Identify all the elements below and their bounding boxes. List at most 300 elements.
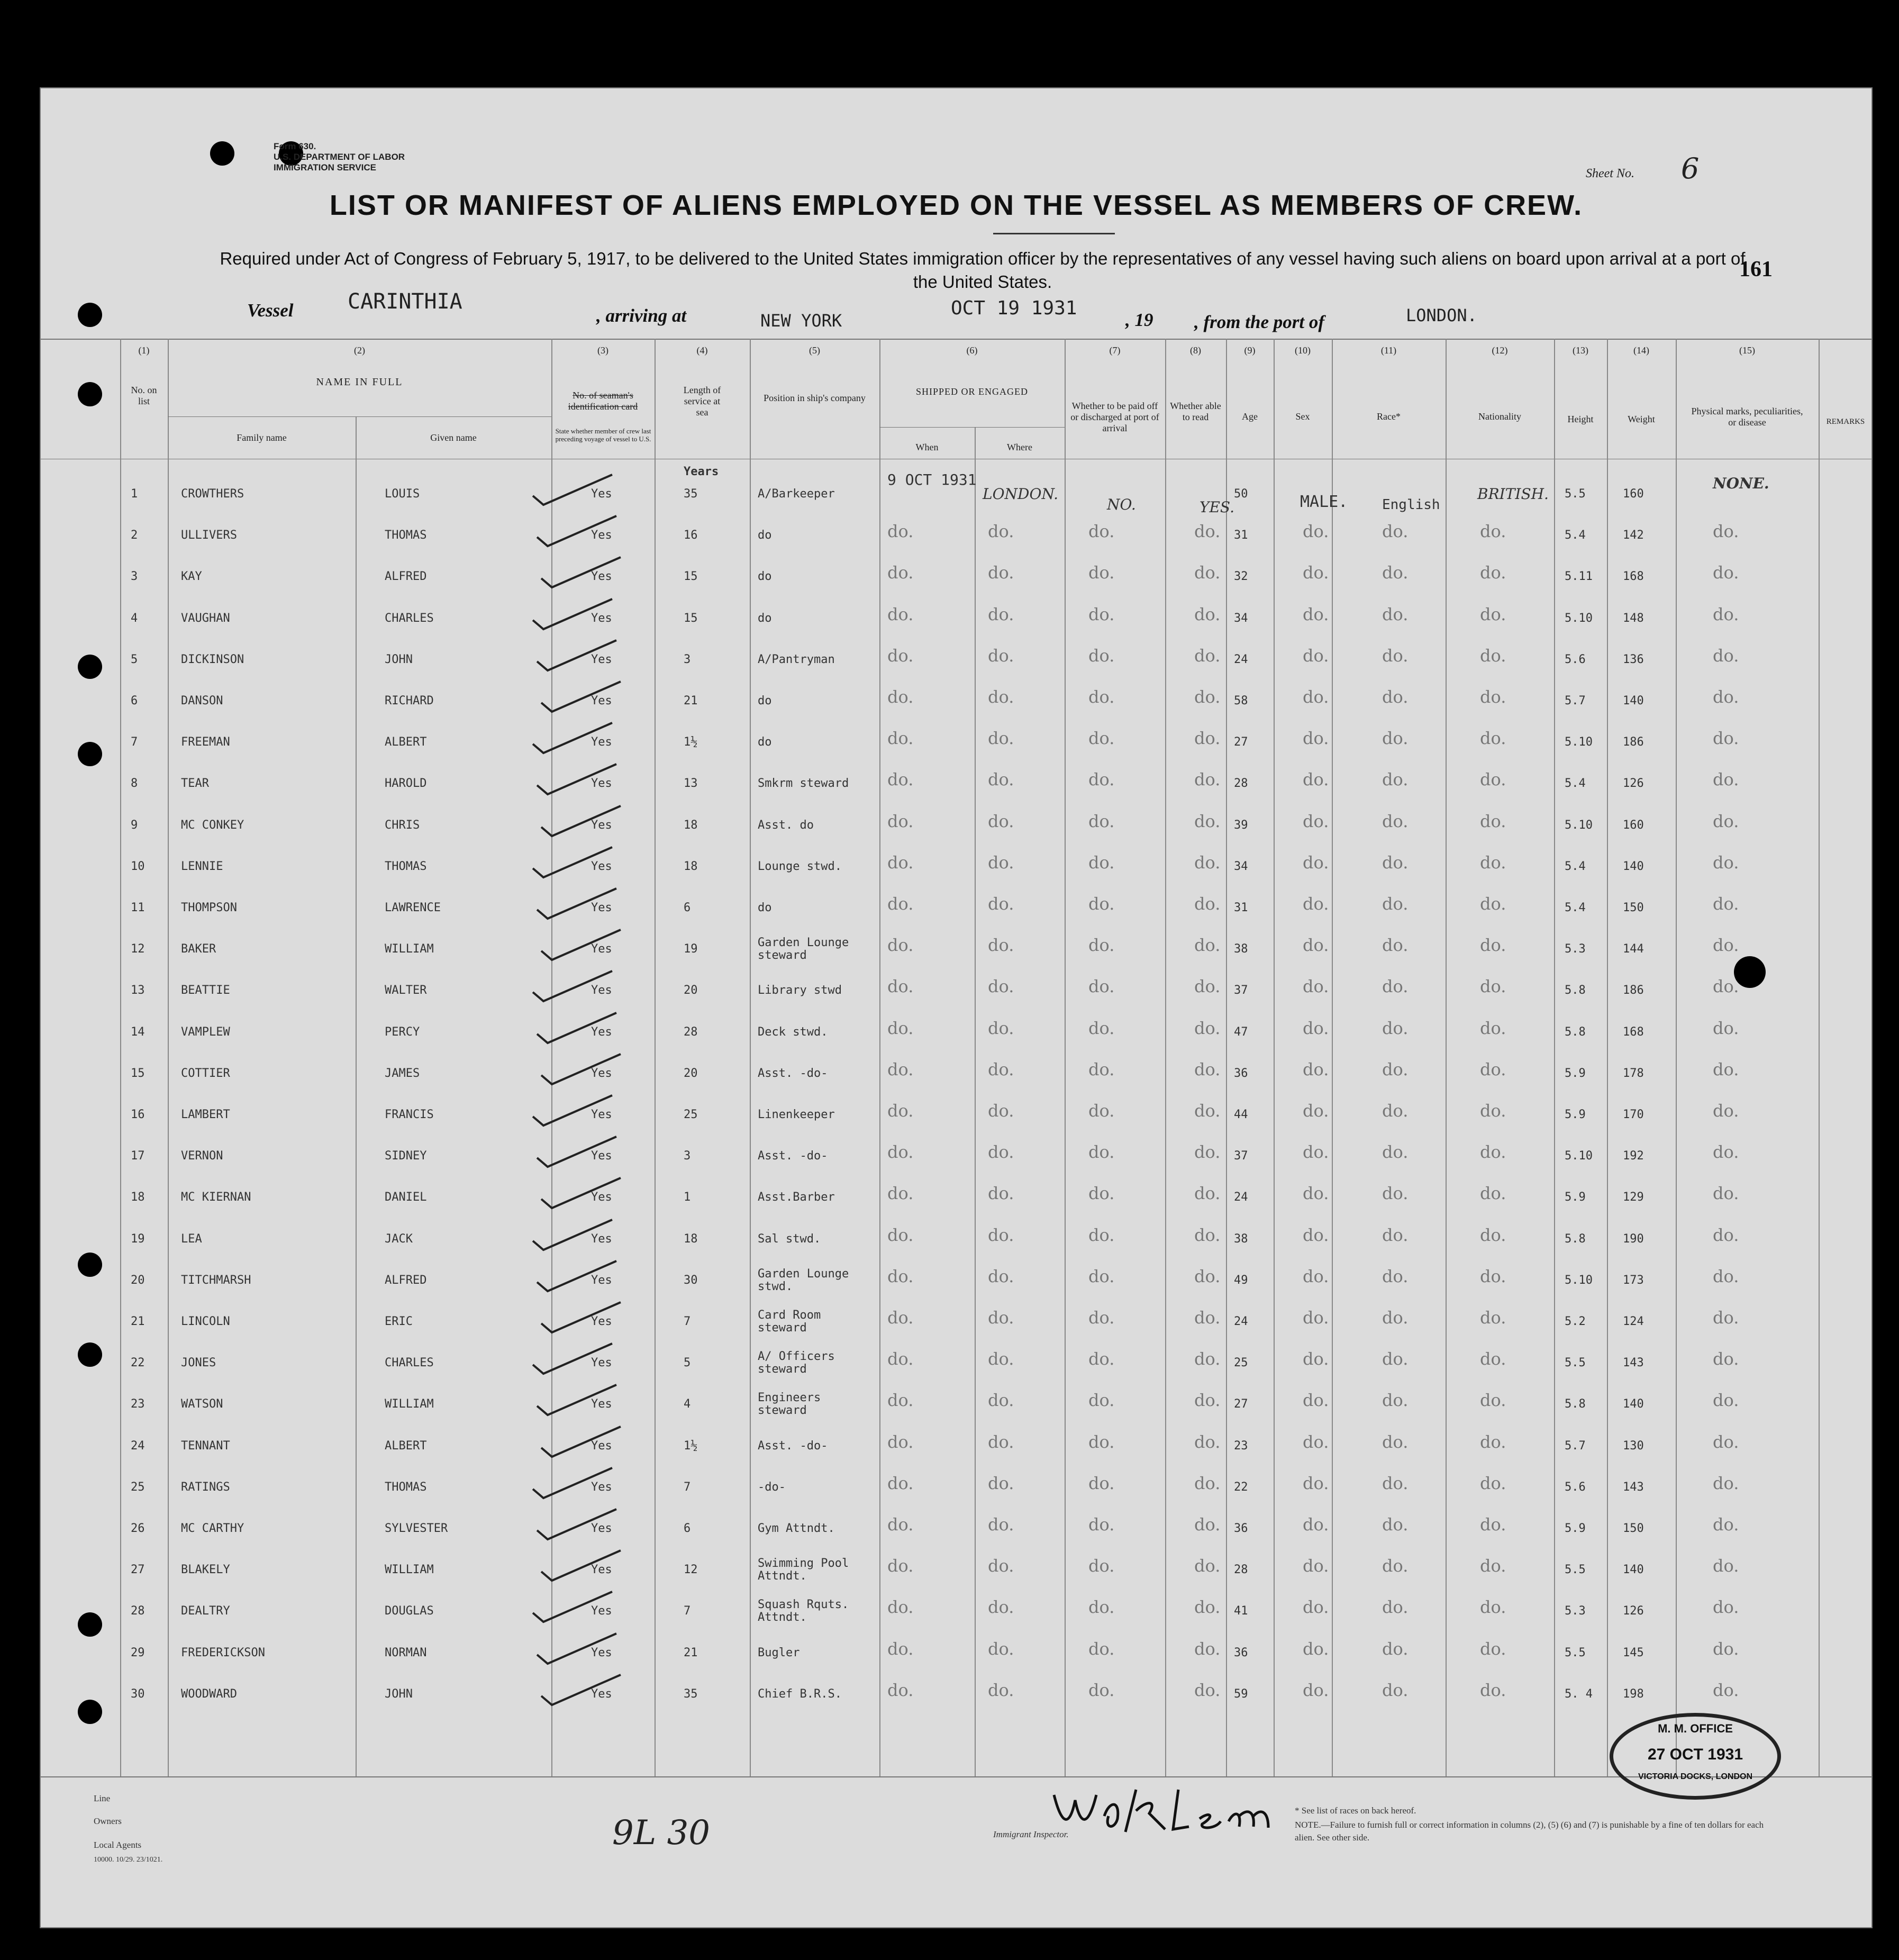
- shipped-when-ditto: do.: [887, 687, 914, 707]
- age: 58: [1234, 694, 1248, 707]
- col7-label: Whether to be paid off or discharged at port of arrival: [1070, 401, 1159, 433]
- service-length: 18: [684, 859, 698, 873]
- family-name: FREDERICKSON: [181, 1646, 265, 1659]
- height: 5.10: [1565, 736, 1593, 749]
- col2-given: Given name: [430, 432, 477, 443]
- age: 24: [1234, 1191, 1248, 1204]
- paid-off-ditto: do.: [1088, 1349, 1115, 1369]
- race-ditto: do.: [1382, 1514, 1409, 1535]
- previous-voyage: Yes: [591, 487, 612, 501]
- punch-hole: [78, 1612, 102, 1637]
- able-to-read-ditto: do.: [1194, 1514, 1221, 1535]
- service-length: 13: [684, 777, 698, 791]
- position: Asst.Barber: [758, 1191, 835, 1204]
- shipped-when-ditto: do.: [887, 1101, 914, 1121]
- service-length: 1: [684, 1191, 691, 1204]
- height: 5.10: [1565, 1273, 1593, 1287]
- row-number: 23: [131, 1398, 145, 1411]
- nationality-ditto: do.: [1480, 811, 1506, 831]
- service-length: 28: [684, 1025, 698, 1039]
- previous-voyage: Yes: [591, 570, 612, 584]
- position: Squash Rquts. Attndt.: [758, 1598, 849, 1625]
- stamp-number: 161: [1739, 257, 1773, 282]
- given-name: SYLVESTER: [385, 1522, 448, 1535]
- physical-marks-ditto: do.: [1713, 1597, 1739, 1618]
- able-to-read-ditto: do.: [1194, 521, 1221, 542]
- given-name: PERCY: [385, 1025, 420, 1039]
- previous-voyage: Yes: [591, 1191, 612, 1204]
- department-label: U.S. DEPARTMENT OF LABOR: [274, 152, 405, 162]
- position: Asst. -do-: [758, 1439, 828, 1453]
- age: 27: [1234, 1398, 1248, 1411]
- physical-marks-ditto: do.: [1713, 1308, 1739, 1328]
- shipped-when-ditto: do.: [887, 1390, 914, 1411]
- previous-voyage: Yes: [591, 1522, 612, 1535]
- family-name: LEA: [181, 1232, 202, 1246]
- race-ditto: do.: [1382, 562, 1409, 583]
- paid-off-ditto: do.: [1088, 1597, 1115, 1618]
- check-mark: [532, 1010, 622, 1047]
- able-to-read-ditto: do.: [1194, 1142, 1221, 1163]
- weight: 145: [1623, 1646, 1644, 1659]
- sex-ditto: do.: [1303, 1638, 1329, 1659]
- given-name: THOMAS: [385, 529, 427, 542]
- position: Engineers steward: [758, 1391, 821, 1418]
- position: A/Barkeeper: [758, 487, 835, 501]
- service-length: 6: [684, 1522, 691, 1535]
- footer-line-label: Line: [94, 1793, 111, 1803]
- col3-label: No. of seaman's identification card: [568, 390, 638, 412]
- physical-marks-ditto: do.: [1713, 1514, 1739, 1535]
- family-name: TEAR: [181, 777, 209, 791]
- nationality-ditto: do.: [1480, 1183, 1506, 1204]
- weight: 198: [1623, 1687, 1644, 1701]
- shipped-where-ditto: do.: [988, 521, 1014, 542]
- stamp-office: M. M. OFFICE: [1658, 1722, 1733, 1735]
- race-ditto: do.: [1382, 1638, 1409, 1659]
- paid-off-ditto: do.: [1088, 1183, 1115, 1204]
- nationality-ditto: do.: [1480, 935, 1506, 956]
- given-name: FRANCIS: [385, 1108, 434, 1121]
- given-name: SIDNEY: [385, 1149, 427, 1163]
- service-length: 19: [684, 942, 698, 956]
- sex-ditto: do.: [1303, 1018, 1329, 1038]
- nationality-ditto: do.: [1480, 1308, 1506, 1328]
- shipped-when-ditto: do.: [887, 1183, 914, 1204]
- race-ditto: do.: [1382, 1018, 1409, 1038]
- given-name: HAROLD: [385, 777, 427, 791]
- paid-off-ditto: do.: [1088, 1059, 1115, 1079]
- family-name: WATSON: [181, 1398, 223, 1411]
- sex-ditto: do.: [1303, 811, 1329, 831]
- age: 24: [1234, 652, 1248, 666]
- row-number: 28: [131, 1604, 145, 1618]
- shipped-when-ditto: do.: [887, 852, 914, 873]
- weight: 136: [1623, 652, 1644, 666]
- paid-off-ditto: do.: [1088, 1514, 1115, 1535]
- row-number: 22: [131, 1356, 145, 1370]
- previous-voyage: Yes: [591, 1480, 612, 1494]
- able-to-read-ditto: do.: [1194, 1183, 1221, 1204]
- nationality-ditto: do.: [1480, 1101, 1506, 1121]
- race-ditto: do.: [1382, 1473, 1409, 1493]
- paid-off-ditto: do.: [1088, 1266, 1115, 1286]
- race-ditto: do.: [1382, 1390, 1409, 1411]
- able-to-read-ditto: do.: [1194, 1473, 1221, 1493]
- row-number: 30: [131, 1687, 145, 1701]
- weight: 124: [1623, 1315, 1644, 1328]
- family-name: LINCOLN: [181, 1315, 230, 1328]
- sex-ditto: do.: [1303, 1514, 1329, 1535]
- from-port: LONDON.: [1406, 305, 1477, 325]
- punch-hole: [78, 1700, 102, 1724]
- shipped-when-ditto: do.: [887, 1018, 914, 1038]
- service-length: 25: [684, 1108, 698, 1121]
- weight: 130: [1623, 1439, 1644, 1453]
- race-ditto: do.: [1382, 645, 1409, 666]
- family-name: CROWTHERS: [181, 487, 244, 501]
- family-name: VAMPLEW: [181, 1025, 230, 1039]
- check-mark: [536, 803, 626, 840]
- weight: 129: [1623, 1191, 1644, 1204]
- able-to-read-ditto: do.: [1194, 728, 1221, 749]
- shipped-when-ditto: do.: [887, 1680, 914, 1700]
- family-name: TENNANT: [181, 1439, 230, 1453]
- sex-ditto: do.: [1303, 894, 1329, 914]
- age: 37: [1234, 1149, 1248, 1163]
- previous-voyage: Yes: [591, 1315, 612, 1328]
- col3-num: (3): [597, 345, 608, 356]
- sex-ditto: do.: [1303, 1308, 1329, 1328]
- weight: 186: [1623, 736, 1644, 749]
- able-to-read-ditto: do.: [1194, 604, 1221, 624]
- physical-marks-ditto: do.: [1713, 852, 1739, 873]
- family-name: COTTIER: [181, 1066, 230, 1080]
- punch-hole: [78, 1342, 102, 1367]
- weight: 186: [1623, 984, 1644, 997]
- service-length: 18: [684, 1232, 698, 1246]
- age: 36: [1234, 1646, 1248, 1659]
- race-ditto: do.: [1382, 935, 1409, 956]
- shipped-where-ditto: do.: [988, 1390, 1014, 1411]
- check-mark: [536, 679, 626, 716]
- given-name: JACK: [385, 1232, 413, 1246]
- form-number: Form 630.: [274, 141, 316, 151]
- sex-ditto: do.: [1303, 1349, 1329, 1369]
- height: 5.11: [1565, 570, 1593, 584]
- position: Bugler: [758, 1646, 800, 1659]
- height: 5.9: [1565, 1108, 1586, 1121]
- able-to-read-ditto: do.: [1194, 1390, 1221, 1411]
- service-length: 21: [684, 694, 698, 707]
- given-name: JOHN: [385, 652, 413, 666]
- col14-num: (14): [1633, 345, 1649, 356]
- weight: 173: [1623, 1273, 1644, 1287]
- position: Gym Attndt.: [758, 1522, 835, 1535]
- paid-off-ditto: do.: [1088, 1680, 1115, 1700]
- height: 5. 4: [1565, 1687, 1593, 1701]
- race-ditto: do.: [1382, 852, 1409, 873]
- check-mark: [532, 638, 622, 675]
- race-ditto: do.: [1382, 687, 1409, 707]
- age: 27: [1234, 736, 1248, 749]
- nationality-ditto: do.: [1480, 1142, 1506, 1163]
- position: Deck stwd.: [758, 1025, 828, 1039]
- row-number: 3: [131, 570, 138, 584]
- sex-value: MALE.: [1300, 493, 1348, 511]
- sex-ditto: do.: [1303, 1183, 1329, 1204]
- paid-off-ditto: do.: [1088, 1308, 1115, 1328]
- service-length: 18: [684, 818, 698, 832]
- sex-ditto: do.: [1303, 1556, 1329, 1576]
- shipped-when-ditto: do.: [887, 604, 914, 624]
- col14-label: Weight: [1628, 414, 1655, 424]
- physical-marks-ditto: do.: [1713, 1390, 1739, 1411]
- nationality-value: BRITISH.: [1477, 485, 1549, 503]
- shipped-where-ditto: do.: [988, 1680, 1014, 1700]
- check-mark: [532, 1134, 622, 1171]
- previous-voyage: Yes: [591, 859, 612, 873]
- given-name: ALBERT: [385, 736, 427, 749]
- position: Smkrm steward: [758, 777, 849, 791]
- weight: 140: [1623, 694, 1644, 707]
- given-name: LOUIS: [385, 487, 420, 501]
- height: 5.9: [1565, 1522, 1586, 1535]
- height: 5.8: [1565, 1232, 1586, 1246]
- paid-off-ditto: do.: [1088, 562, 1115, 583]
- weight: 150: [1623, 1522, 1644, 1535]
- sex-ditto: do.: [1303, 976, 1329, 997]
- family-name: KAY: [181, 570, 202, 584]
- row-number: 29: [131, 1646, 145, 1659]
- race-ditto: do.: [1382, 1224, 1409, 1245]
- sex-ditto: do.: [1303, 1266, 1329, 1286]
- able-to-read-ditto: do.: [1194, 1556, 1221, 1576]
- position: Garden Lounge stwd.: [758, 1267, 849, 1293]
- service-length: 12: [684, 1563, 698, 1577]
- col9-label: Age: [1242, 411, 1258, 422]
- row-number: 21: [131, 1315, 145, 1328]
- sex-ditto: do.: [1303, 1473, 1329, 1493]
- nationality-ditto: do.: [1480, 728, 1506, 749]
- service-length: 15: [684, 611, 698, 625]
- position: -do-: [758, 1480, 786, 1494]
- able-to-read-ditto: do.: [1194, 935, 1221, 956]
- given-name: WILLIAM: [385, 1563, 434, 1577]
- able-to-read-ditto: do.: [1194, 1431, 1221, 1452]
- position: Card Room steward: [758, 1309, 821, 1335]
- sex-ditto: do.: [1303, 604, 1329, 624]
- shipped-when-ditto: do.: [887, 976, 914, 997]
- shipped-where-ditto: do.: [988, 1556, 1014, 1576]
- sex-ditto: do.: [1303, 1597, 1329, 1618]
- col12-label: Nationality: [1478, 411, 1521, 422]
- physical-marks-ditto: do.: [1713, 1680, 1739, 1700]
- age: 22: [1234, 1480, 1248, 1494]
- physical-marks-ditto: do.: [1713, 1638, 1739, 1659]
- height: 5.7: [1565, 1439, 1586, 1453]
- sex-ditto: do.: [1303, 935, 1329, 956]
- from-port-label: , from the port of: [1194, 312, 1324, 332]
- age: 38: [1234, 942, 1248, 956]
- sheet-number-label: Sheet No.: [1586, 167, 1634, 180]
- shipped-when-ditto: do.: [887, 1142, 914, 1163]
- position: Asst. do: [758, 818, 814, 832]
- paid-off-ditto: do.: [1088, 604, 1115, 624]
- weight: 160: [1623, 487, 1644, 501]
- previous-voyage: Yes: [591, 1149, 612, 1163]
- shipped-where-ditto: do.: [988, 894, 1014, 914]
- physical-marks-ditto: do.: [1713, 976, 1739, 997]
- given-name: DOUGLAS: [385, 1604, 434, 1618]
- age: 37: [1234, 984, 1248, 997]
- paid-off-ditto: do.: [1088, 811, 1115, 831]
- service-length: 20: [684, 984, 698, 997]
- shipped-when-ditto: do.: [887, 1224, 914, 1245]
- col3-note: State whether member of crew last preceding voyage of vessel to U.S.: [555, 427, 651, 443]
- nationality-ditto: do.: [1480, 1473, 1506, 1493]
- table-bottom-rule: [41, 1776, 1871, 1777]
- arriving-label: , arriving at: [596, 305, 687, 326]
- shipped-when-ditto: do.: [887, 521, 914, 542]
- given-name: CHRIS: [385, 818, 420, 832]
- service-length: 7: [684, 1315, 691, 1328]
- given-name: NORMAN: [385, 1646, 427, 1659]
- shipped-where-ditto: do.: [988, 1431, 1014, 1452]
- height: 5.10: [1565, 1149, 1593, 1163]
- family-name: TITCHMARSH: [181, 1273, 251, 1287]
- family-name: BLAKELY: [181, 1563, 230, 1577]
- previous-voyage: Yes: [591, 736, 612, 749]
- race-ditto: do.: [1382, 1059, 1409, 1079]
- family-name: ULLIVERS: [181, 529, 237, 542]
- col16-label: REMARKS: [1826, 418, 1865, 426]
- previous-voyage: Yes: [591, 1108, 612, 1121]
- shipped-where-ditto: do.: [988, 1224, 1014, 1245]
- position: Sal stwd.: [758, 1232, 821, 1246]
- physical-marks-ditto: do.: [1713, 1266, 1739, 1286]
- sex-ditto: do.: [1303, 562, 1329, 583]
- check-mark: [536, 1672, 626, 1709]
- age: 31: [1234, 529, 1248, 542]
- nationality-ditto: do.: [1480, 645, 1506, 666]
- family-name: RATINGS: [181, 1480, 230, 1494]
- previous-voyage: Yes: [591, 901, 612, 914]
- physical-marks-ditto: do.: [1713, 1224, 1739, 1245]
- punch-hole: [78, 655, 102, 679]
- physical-marks-ditto: do.: [1713, 645, 1739, 666]
- age: 34: [1234, 859, 1248, 873]
- race-value: English: [1382, 497, 1440, 513]
- age: 50: [1234, 487, 1248, 501]
- given-name: WILLIAM: [385, 942, 434, 956]
- check-mark: [532, 886, 622, 923]
- previous-voyage: Yes: [591, 1232, 612, 1246]
- service-length: 1½: [684, 1439, 698, 1453]
- name-subrule: [168, 416, 551, 417]
- paid-off-ditto: do.: [1088, 935, 1115, 956]
- height: 5.6: [1565, 1480, 1586, 1494]
- shipped-when-ditto: do.: [887, 811, 914, 831]
- physical-marks-ditto: do.: [1713, 1018, 1739, 1038]
- nationality-ditto: do.: [1480, 1680, 1506, 1700]
- position: do: [758, 901, 772, 914]
- col6-where: Where: [1007, 442, 1032, 452]
- paid-off-ditto: do.: [1088, 1101, 1115, 1121]
- shipped-where-ditto: do.: [988, 1266, 1014, 1286]
- able-to-read-ditto: do.: [1194, 1638, 1221, 1659]
- able-to-read-ditto: do.: [1194, 1059, 1221, 1079]
- physical-marks-ditto: do.: [1713, 1473, 1739, 1493]
- race-ditto: do.: [1382, 894, 1409, 914]
- given-name: ALFRED: [385, 1273, 427, 1287]
- family-name: MC KIERNAN: [181, 1191, 251, 1204]
- shipped-when-ditto: do.: [887, 1638, 914, 1659]
- position: Chief B.R.S.: [758, 1687, 842, 1701]
- nationality-ditto: do.: [1480, 521, 1506, 542]
- col6-label: SHIPPED OR ENGAGED: [915, 386, 1028, 397]
- shipped-subrule: [879, 427, 1065, 428]
- previous-voyage: Yes: [591, 1025, 612, 1039]
- shipped-where-ditto: do.: [988, 1349, 1014, 1369]
- physical-marks-ditto: do.: [1713, 1183, 1739, 1204]
- paid-off-ditto: do.: [1088, 976, 1115, 997]
- physical-marks-ditto: do.: [1713, 1059, 1739, 1079]
- physical-marks-ditto: do.: [1713, 1142, 1739, 1163]
- position: Lounge stwd.: [758, 859, 842, 873]
- col5-num: (5): [809, 345, 820, 356]
- race-ditto: do.: [1382, 1431, 1409, 1452]
- nationality-ditto: do.: [1480, 894, 1506, 914]
- physical-marks-value: NONE.: [1713, 475, 1769, 492]
- col11-num: (11): [1380, 345, 1397, 356]
- footnote-penalty: NOTE.—Failure to furnish full or correct information in columns (2), (5) (6) and (7) is punishable by a fine of ten dollars for each alien. See other side.: [1295, 1820, 1764, 1843]
- able-to-read-ditto: do.: [1194, 769, 1221, 790]
- weight: 140: [1623, 1563, 1644, 1577]
- height: 5.3: [1565, 1604, 1586, 1618]
- nationality-ditto: do.: [1480, 1597, 1506, 1618]
- shipped-where-ditto: do.: [988, 1514, 1014, 1535]
- footer-agents-label: Local Agents: [94, 1840, 142, 1850]
- height: 5.3: [1565, 942, 1586, 956]
- paid-off-ditto: do.: [1088, 769, 1115, 790]
- check-mark: [536, 555, 626, 592]
- previous-voyage: Yes: [591, 942, 612, 956]
- check-mark: [528, 1589, 617, 1626]
- able-to-read-ditto: do.: [1194, 562, 1221, 583]
- age: 39: [1234, 818, 1248, 832]
- given-name: ALFRED: [385, 570, 427, 584]
- age: 28: [1234, 1563, 1248, 1577]
- paid-off-ditto: do.: [1088, 852, 1115, 873]
- sex-ditto: do.: [1303, 645, 1329, 666]
- position: do: [758, 570, 772, 584]
- previous-voyage: Yes: [591, 1439, 612, 1453]
- able-to-read-ditto: do.: [1194, 687, 1221, 707]
- given-name: CHARLES: [385, 1356, 434, 1370]
- paid-off-ditto: do.: [1088, 1431, 1115, 1452]
- shipped-where-ditto: do.: [988, 1018, 1014, 1038]
- height: 5.9: [1565, 1191, 1586, 1204]
- position: Asst. -do-: [758, 1066, 828, 1080]
- sex-ditto: do.: [1303, 728, 1329, 749]
- weight: 143: [1623, 1356, 1644, 1370]
- stamp-date: 27 OCT 1931: [1647, 1746, 1743, 1763]
- check-mark: [528, 845, 617, 882]
- height: 5.9: [1565, 1066, 1586, 1080]
- previous-voyage: Yes: [591, 818, 612, 832]
- able-to-read-ditto: do.: [1194, 894, 1221, 914]
